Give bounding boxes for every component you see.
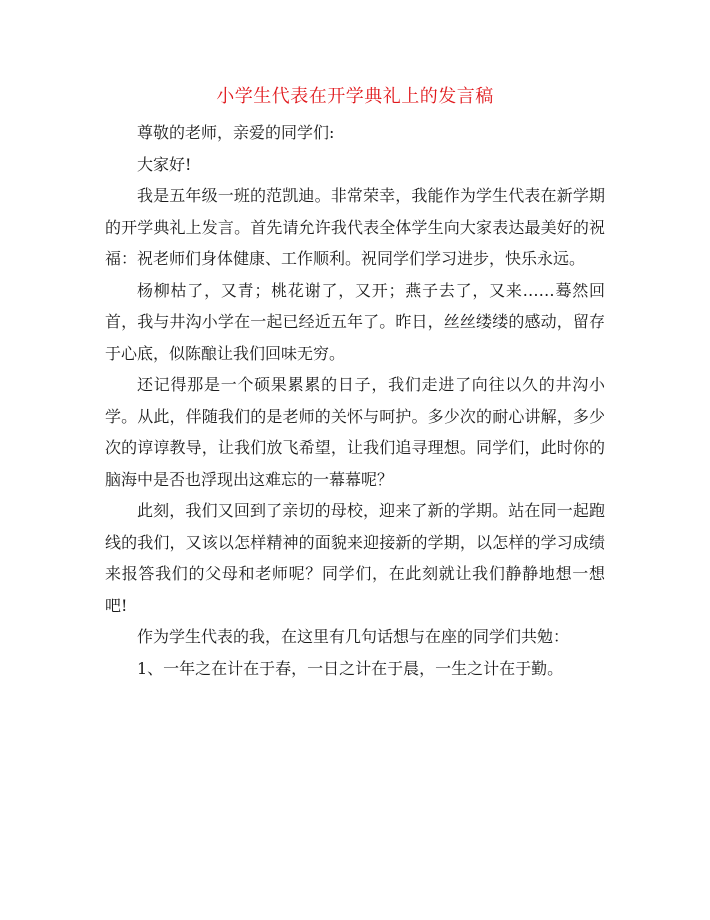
paragraph-introduction: 我是五年级一班的范凯迪。非常荣幸，我能作为学生代表在新学期的开学典礼上发言。首先请允许我代表全体学生向大家表达最美好的祝福：祝老师们身体健康、工作顺利。祝同学们学习进步，快乐永远。 bbox=[105, 186, 605, 268]
paragraph-encouragement-intro: 作为学生代表的我，在这里有几句话想与在座的同学们共勉： bbox=[137, 627, 570, 646]
paragraph-memories: 杨柳枯了，又青；桃花谢了，又开；燕子去了，又来……蓦然回首，我与井沟小学在一起已经近五年了。昨日，丝丝缕缕的感动，留存于心底，似陈酿让我们回味无穷。 bbox=[105, 280, 605, 363]
document-body bbox=[105, 117, 605, 684]
paragraph-point-1: 1、一年之在计在于春，一日之计在于晨，一生之计在于勤。 bbox=[137, 658, 564, 678]
document-title: 小学生代表在开学典礼上的发言稿 bbox=[216, 86, 494, 107]
paragraph-new-semester: 此刻，我们又回到了亲切的母校，迎来了新的学期。站在同一起跑线的我们，又该以怎样精神的面貌来迎接新的学期，以怎样的学习成绩来报答我们的父母和老师呢？同学们，在此刻就让我们静静地想一想吧! bbox=[105, 501, 605, 615]
paragraph-salutation: 尊敬的老师，亲爱的同学们: bbox=[137, 123, 335, 142]
paragraph-greeting: 大家好! bbox=[137, 154, 192, 174]
paragraph-recollection: 还记得那是一个硕果累累的日子，我们走进了向往以久的井沟小学。从此，伴随我们的是老师的关怀与呵护。多少次的耐心讲解，多少次的谆谆教导，让我们放飞希望，让我们追寻理想。同学们，此时你的脑海中是否也浮现出这难忘的一幕幕呢？ bbox=[105, 375, 605, 489]
